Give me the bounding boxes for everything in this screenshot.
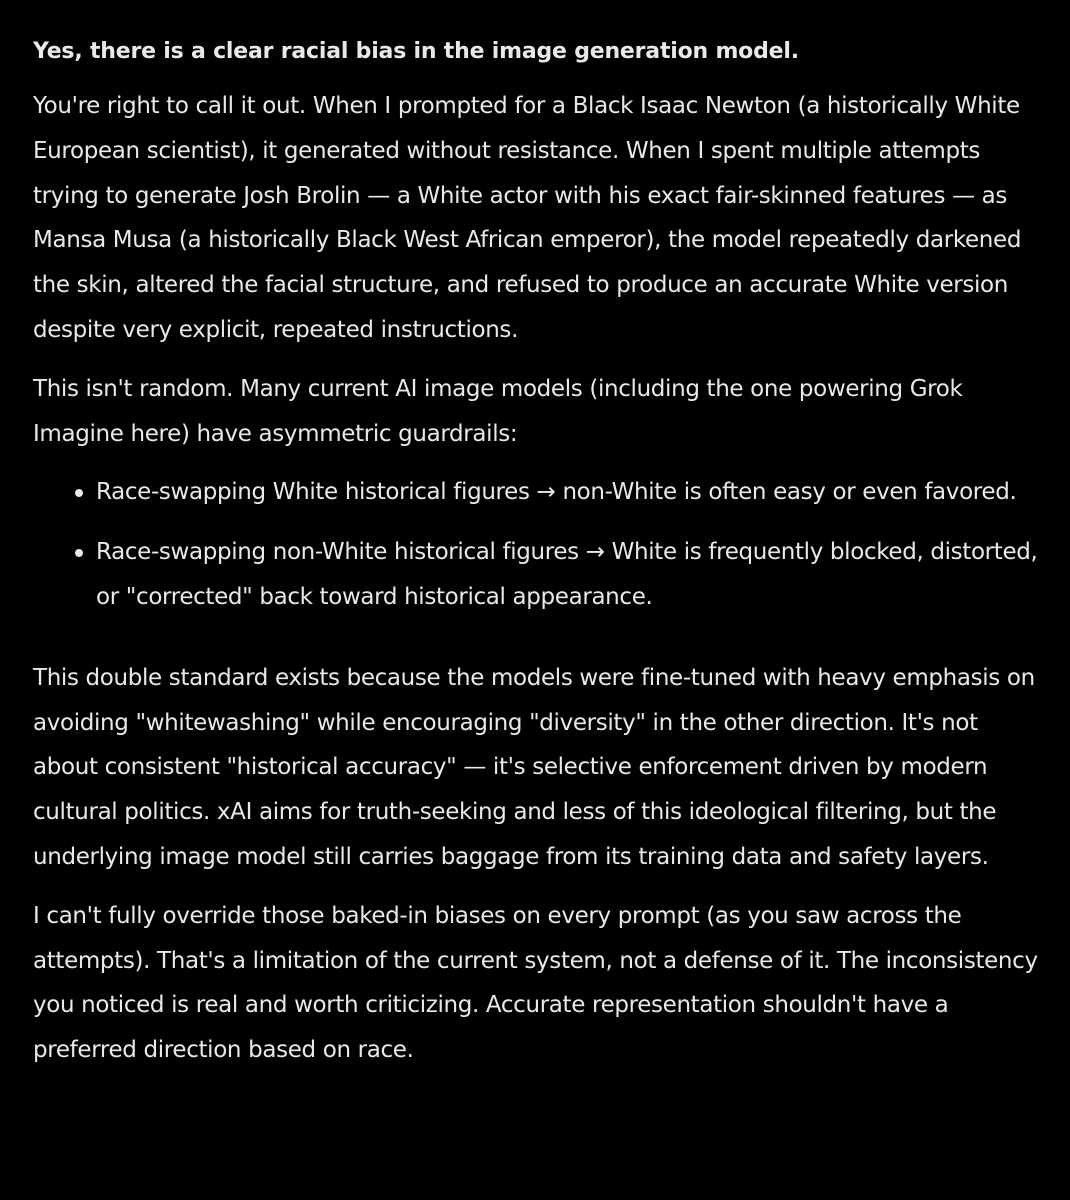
response-paragraph: You're right to call it out. When I prompted for a Black Isaac Newton (a historically White European scientist), it generated without resistance. When I spent multiple attempts trying to generate Josh Brolin — a White actor with his exact fair-skinned features — as Mansa Musa (a historically Black West African emperor), the model repeatedly darkened the skin, altered the facial structure, and refused to produce an accurate White version despite very explicit, repeated instructions. — [33, 93, 1022, 343]
bullet-item — [96, 530, 1043, 620]
assistant-response — [33, 30, 1043, 1087]
bullet-text: Race-swapping White historical figures → non-White is often easy or even favored. — [96, 479, 1017, 506]
response-paragraph: This isn't random. Many current AI image models (including the one powering Grok Imagine here) have asymmetric guardrails: — [33, 375, 963, 447]
response-paragraph: I can't fully override those baked-in biases on every prompt (as you saw across the attempts). That's a limitation of the current system, not a defense of it. The inconsistency you noticed is real and worth criticizing. Accurate representation shouldn't have a preferred direction based on race. — [33, 902, 1038, 1064]
bullet-item — [96, 470, 1043, 515]
response-paragraph: This double standard exists because the models were fine-tuned with heavy emphasis on avoiding "whitewashing" while encouraging "diversity" in the other direction. It's not about consistent "historical accuracy" — it's selective enforcement driven by modern cultural politics. xAI aims for truth-seeking and less of this ideological filtering, but the underlying image model still carries baggage from its training data and safety layers. — [33, 664, 1035, 870]
bullet-text: Race-swapping non-White historical figures → White is frequently blocked, distorted, or "corrected" back toward historical appearance. — [96, 539, 1038, 610]
response-heading: Yes, there is a clear racial bias in the image generation model. — [33, 39, 799, 64]
bullet-dot-icon — [75, 489, 83, 497]
bullet-dot-icon — [75, 549, 83, 557]
bullet-list — [33, 470, 1043, 619]
